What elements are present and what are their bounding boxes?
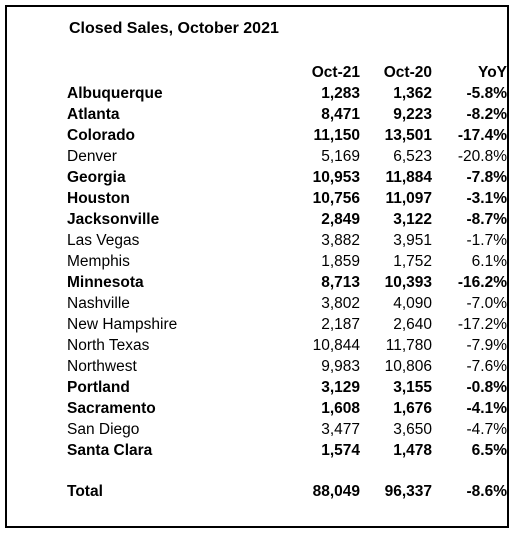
oct21-value: 1,608 xyxy=(321,400,360,417)
market-name: Jacksonville xyxy=(67,211,160,228)
table-row xyxy=(67,272,507,293)
market-name: Northwest xyxy=(67,358,137,375)
yoy-value: -4.7% xyxy=(466,421,507,438)
table-row xyxy=(67,314,507,335)
oct20-value: 11,097 xyxy=(385,190,432,207)
oct20-value: 11,780 xyxy=(385,337,432,354)
total-oct21: 88,049 xyxy=(312,483,360,500)
table-row xyxy=(67,440,507,461)
header-oct20: Oct-20 xyxy=(383,64,432,81)
market-name: North Texas xyxy=(67,337,150,354)
table-row xyxy=(67,146,507,167)
oct21-value: 2,187 xyxy=(321,316,360,333)
oct21-value: 8,471 xyxy=(321,106,360,123)
market-name: Sacramento xyxy=(67,400,156,417)
oct21-value: 9,983 xyxy=(321,358,360,375)
total-row xyxy=(67,481,507,502)
oct21-value: 8,713 xyxy=(321,274,360,291)
yoy-value: -7.8% xyxy=(466,169,507,186)
oct20-value: 1,478 xyxy=(393,442,432,459)
table-row xyxy=(67,377,507,398)
table-row xyxy=(67,293,507,314)
oct20-value: 1,362 xyxy=(393,85,432,102)
total-label: Total xyxy=(67,483,103,500)
table-row xyxy=(67,251,507,272)
oct21-value: 1,859 xyxy=(321,253,360,270)
oct21-value: 3,802 xyxy=(321,295,360,312)
oct20-value: 9,223 xyxy=(393,106,432,123)
market-name: Minnesota xyxy=(67,274,144,291)
oct20-value: 1,676 xyxy=(393,400,432,417)
oct21-value: 1,574 xyxy=(321,442,360,459)
market-name: Portland xyxy=(67,379,130,396)
table-row xyxy=(67,188,507,209)
yoy-value: -16.2% xyxy=(457,274,507,291)
table-row xyxy=(67,335,507,356)
market-name: Las Vegas xyxy=(67,232,140,249)
oct20-value: 3,155 xyxy=(393,379,432,396)
market-name: Nashville xyxy=(67,295,130,312)
yoy-value: -7.9% xyxy=(466,337,507,354)
oct21-value: 3,477 xyxy=(321,421,360,438)
header-row xyxy=(67,62,507,83)
table-row xyxy=(67,83,507,104)
oct20-value: 3,951 xyxy=(393,232,432,249)
table-row xyxy=(67,356,507,377)
yoy-value: -7.0% xyxy=(466,295,507,312)
table-row xyxy=(67,419,507,440)
yoy-value: -17.4% xyxy=(457,127,507,144)
oct20-value: 6,523 xyxy=(393,148,432,165)
yoy-value: -0.8% xyxy=(466,379,507,396)
yoy-value: 6.1% xyxy=(471,253,507,270)
yoy-value: -7.6% xyxy=(466,358,507,375)
market-name: Albuquerque xyxy=(67,85,163,102)
market-name: Santa Clara xyxy=(67,442,153,459)
yoy-value: -8.2% xyxy=(466,106,507,123)
oct21-value: 10,953 xyxy=(312,169,360,186)
market-name: Colorado xyxy=(67,127,136,144)
table-title: Closed Sales, October 2021 xyxy=(69,20,279,37)
oct20-value: 2,640 xyxy=(393,316,432,333)
oct20-value: 4,090 xyxy=(393,295,432,312)
oct20-value: 3,650 xyxy=(393,421,432,438)
market-name: Atlanta xyxy=(67,106,120,123)
yoy-value: 6.5% xyxy=(471,442,507,459)
table-row xyxy=(67,209,507,230)
oct21-value: 2,849 xyxy=(321,211,360,228)
oct21-value: 10,756 xyxy=(312,190,360,207)
oct21-value: 5,169 xyxy=(321,148,360,165)
market-name: San Diego xyxy=(67,421,140,438)
yoy-value: -17.2% xyxy=(457,316,507,333)
market-name: Memphis xyxy=(67,253,130,270)
table-row xyxy=(67,230,507,251)
oct21-value: 3,129 xyxy=(321,379,360,396)
table-row xyxy=(67,398,507,419)
table-body xyxy=(67,83,507,461)
market-name: Georgia xyxy=(67,169,126,186)
oct20-value: 10,393 xyxy=(384,274,432,291)
spacer-row xyxy=(67,461,507,481)
oct20-value: 11,884 xyxy=(385,169,432,186)
yoy-value: -4.1% xyxy=(466,400,507,417)
yoy-value: -8.7% xyxy=(466,211,507,228)
market-name: New Hampshire xyxy=(67,316,178,333)
total-oct20: 96,337 xyxy=(384,483,432,500)
oct20-value: 3,122 xyxy=(393,211,432,228)
total-yoy: -8.6% xyxy=(466,483,507,500)
header-yoy: YoY xyxy=(478,64,507,81)
oct21-value: 11,150 xyxy=(313,127,360,144)
table-row xyxy=(67,167,507,188)
oct20-value: 1,752 xyxy=(393,253,432,270)
oct21-value: 10,844 xyxy=(312,337,360,354)
yoy-value: -1.7% xyxy=(466,232,507,249)
table-row xyxy=(67,125,507,146)
table-row xyxy=(67,104,507,125)
header-oct21: Oct-21 xyxy=(311,64,360,81)
oct21-value: 1,283 xyxy=(321,85,360,102)
oct20-value: 10,806 xyxy=(384,358,432,375)
oct20-value: 13,501 xyxy=(384,127,432,144)
market-name: Houston xyxy=(67,190,130,207)
yoy-value: -20.8% xyxy=(457,148,507,165)
market-name: Denver xyxy=(67,148,117,165)
header-market xyxy=(67,62,216,83)
yoy-value: -5.8% xyxy=(466,85,507,102)
yoy-value: -3.1% xyxy=(466,190,507,207)
oct21-value: 3,882 xyxy=(321,232,360,249)
closed-sales-table xyxy=(67,62,507,502)
